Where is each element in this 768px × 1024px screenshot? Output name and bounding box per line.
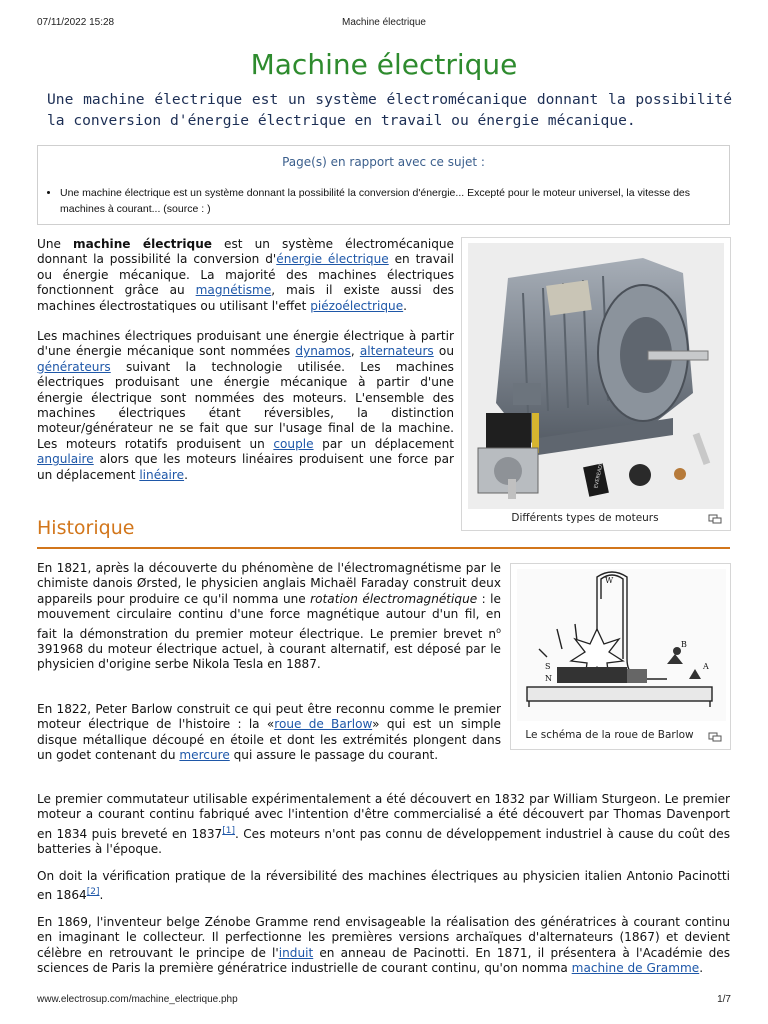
text: En 1821, après la découverte du phénomène de l'électromagnétisme par le chimiste danois Ørsted, le physicien anglais Michaël Faraday construit deux appareils pour produire ce qu'il nomma une: [37, 561, 501, 606]
barlow-wheel-image[interactable]: [517, 569, 726, 721]
text: suivant la technologie utilisée. Les machines électriques produisant une énergie mécanique à partir d'une énergie électrique sont nommées des moteurs. L'ensemble des machines électriques étant réversibles, la distinction moteur/générateur ne se fait que sur l'usage final de la machine. Les moteurs rotatifs produisent un: [37, 359, 454, 451]
label-s: S: [545, 662, 551, 671]
page-title: Machine électrique: [250, 48, 518, 81]
intro-summary: Une machine électrique est un système électromécanique donnant la possibilité la conversion d'énergie électrique en travail ou énergie mécanique.: [47, 91, 732, 129]
text: ,: [350, 344, 360, 359]
link-energie-electrique[interactable]: énergie électrique: [276, 252, 389, 267]
link-dynamos[interactable]: dynamos: [295, 344, 351, 359]
print-datetime: 07/11/2022 15:28: [37, 17, 115, 28]
text: .: [99, 888, 104, 903]
enlarge-icon[interactable]: [708, 732, 722, 742]
print-page-number: 1/7: [717, 994, 731, 1005]
related-pages-heading: Page(s) en rapport avec ce sujet :: [282, 155, 485, 169]
print-url: www.electrosup.com/machine_electrique.php: [37, 994, 238, 1005]
text: Le premier commutateur utilisable expérimentalement a été découvert en 1832 par William Sturgeon. Le premier moteur a courant continu fabriqué avec l'intention d'être commercialisé a été découvert par Thomas Davenport en 1834 puis breveté en 1837: [37, 792, 730, 841]
label-a: A: [703, 662, 709, 671]
text: En 1869, l'inventeur belge Zénobe Gramme rend envisageable la réalisation des génératrices à courant continu en imaginant le collecteur. Il perfectionne les premières versions archaïques d'alternateurs (1867) et devient célèbre en retrouvant le principe de l': [37, 915, 730, 960]
figure-barlow-caption: Le schéma de la roue de Barlow: [525, 729, 694, 741]
link-induit[interactable]: induit: [278, 945, 314, 960]
text: ou: [433, 344, 454, 359]
link-generateurs[interactable]: générateurs: [37, 359, 111, 374]
link-alternateurs[interactable]: alternateurs: [359, 344, 434, 359]
label-w: W: [605, 576, 614, 585]
text: En 1822, Peter Barlow construit ce qui peut être reconnu comme le premier moteur électrique de l'histoire : la «: [37, 702, 501, 732]
footnote-link-1[interactable]: [1]: [222, 825, 235, 836]
link-mercure[interactable]: mercure: [179, 748, 230, 763]
text: . Ces moteurs n'ont pas connu de développement industriel à cause du coût des batteries à l'époque.: [37, 826, 731, 857]
battery-label: EVEREADY: [593, 461, 605, 489]
history-paragraph-1: [37, 561, 501, 673]
section-title-historique: Historique: [37, 517, 135, 539]
text: en travail ou énergie mécanique. La majorité des machines électriques fonctionnent grâce au: [37, 252, 454, 298]
figure-motor-types: [461, 237, 731, 531]
text: , mais il existe aussi des machines électrostatiques ou utilisant l'effet: [37, 283, 454, 313]
related-pages-list: [46, 185, 721, 217]
figure-motor-types-caption: Différents types de moteurs: [511, 512, 659, 524]
print-footer: [37, 994, 731, 1008]
text: .: [699, 961, 704, 976]
text: qui assure le passage du courant.: [229, 748, 439, 763]
label-n: N: [545, 674, 552, 683]
text: » qui est un simple disque métallique découpé en étoile et dont les extrémités plongent dans un godet contenant du: [37, 717, 501, 763]
link-lineaire[interactable]: linéaire: [139, 467, 185, 482]
text: en anneau de Pacinotti. En 1871, il présentera à l'Académie des sciences de Paris la première génératrice industrielle de courant continu, qu'on nomma: [37, 945, 731, 976]
print-header: [37, 17, 731, 31]
link-piezoelectrique[interactable]: piézoélectrique: [310, 298, 404, 313]
related-pages-box: [37, 145, 730, 225]
text: .: [184, 467, 188, 482]
link-machine-de-gramme[interactable]: machine de Gramme: [571, 961, 700, 976]
figure-barlow-wheel: [510, 563, 731, 750]
link-angulaire[interactable]: angulaire: [37, 452, 94, 467]
text: Les machines électriques produisant une énergie électrique à partir d'une énergie mécanique sont nommées: [37, 329, 454, 359]
footnote-link-2[interactable]: [2]: [86, 887, 100, 898]
text: Une: [37, 237, 74, 251]
print-title: Machine électrique: [342, 17, 426, 28]
text: par un déplacement: [313, 436, 454, 451]
text: .: [403, 298, 408, 313]
intro-paragraph: [37, 237, 454, 314]
text: 391968 du moteur électrique actuel, à courant alternatif, est déposé par le physicien d'origine serbe Nikola Tesla en 1887.: [37, 642, 501, 672]
term-italic: rotation électromagnétique: [310, 591, 478, 606]
link-roue-de-barlow[interactable]: roue de Barlow: [274, 717, 373, 732]
history-paragraph-3: [37, 792, 730, 858]
machines-paragraph: [37, 329, 454, 483]
superscript: o: [496, 625, 501, 635]
text: On doit la vérification pratique de la réversibilité des machines électriques au physicien italien Antonio Pacinotti en 1864: [37, 869, 730, 903]
text: : le mouvement circulaire continu d'une force magnétique autour d'un fil, en fait la démonstration du premier moteur électrique. Le premier brevet n: [37, 591, 501, 641]
history-paragraph-2: [37, 702, 501, 764]
enlarge-icon[interactable]: [708, 514, 722, 524]
link-couple[interactable]: couple: [273, 436, 314, 451]
text: alors que les moteurs linéaires produisent une force par un déplacement: [37, 452, 454, 482]
motor-types-image[interactable]: [468, 243, 724, 509]
related-page-item[interactable]: • Une machine électrique est un système donnant la possibilité la conversion d'énergie... Excepté pour le moteur universel, la vitesse des machines à courant... (source : ): [60, 185, 721, 217]
history-paragraph-5: [37, 915, 730, 977]
text: est un système électromécanique donnant la possibilité la conversion d': [37, 237, 454, 267]
link-magnetisme[interactable]: magnétisme: [195, 283, 272, 298]
history-paragraph-4: [37, 869, 730, 904]
term-bold: machine électrique: [73, 237, 213, 251]
section-divider: [37, 547, 730, 549]
label-b: B: [681, 640, 687, 649]
